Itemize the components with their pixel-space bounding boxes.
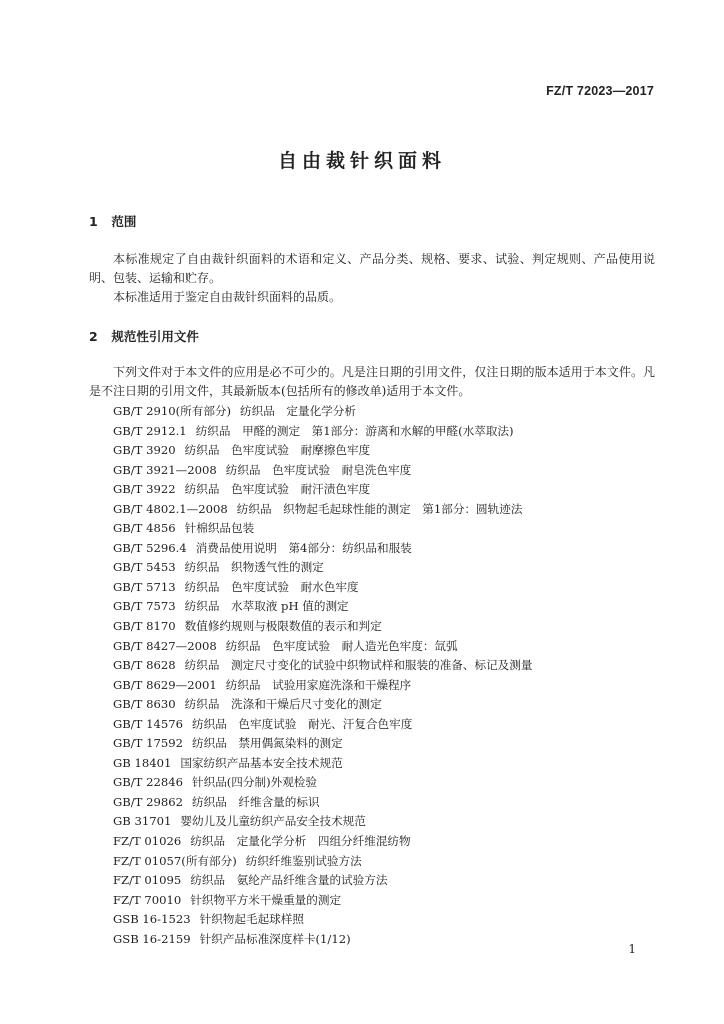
reference-title: 纺织品 织物透气性的测定 [184, 560, 324, 575]
reference-title: 针织物起毛起球样照 [199, 912, 304, 927]
reference-code: FZ/T 01095 [113, 873, 182, 888]
reference-code: FZ/T 70010 [113, 892, 182, 907]
reference-item [113, 480, 532, 500]
reference-code: GB/T 29862 [113, 794, 183, 809]
reference-item [113, 539, 532, 559]
reference-code: GB/T 3922 [113, 482, 176, 497]
reference-title: 纺织品 织物起毛起球性能的测定 第1部分：圆轨迹法 [236, 501, 523, 516]
reference-item [113, 461, 532, 481]
reference-code: FZ/T 01026 [113, 834, 182, 849]
reference-code: GSB 16-1523 [113, 912, 191, 927]
reference-code: GB/T 8628 [113, 658, 176, 673]
scope-paragraph-2: 本标准适用于鉴定自由裁针织面料的品质。 [113, 290, 342, 304]
section-number: 2 [89, 329, 98, 344]
reference-title: 针棉织品包装 [184, 521, 255, 536]
reference-title: 纺织品 色牢度试验 耐汗渍色牢度 [184, 482, 371, 497]
scope-paragraph-1: 本标准规定了自由裁针织面料的术语和定义、产品分类、规格、要求、试验、判定规则、产品使用说明、包装、运输和贮存。 [89, 252, 655, 285]
reference-title: 纺织品 测定尺寸变化的试验中织物试样和服装的准备、标记及测量 [184, 658, 533, 673]
section-title: 范围 [111, 214, 137, 229]
reference-item [113, 930, 532, 950]
reference-item [113, 578, 532, 598]
reference-code: GB 18401 [113, 755, 172, 770]
reference-item [113, 715, 532, 735]
reference-item [113, 910, 532, 930]
reference-code: GB/T 8170 [113, 619, 176, 634]
reference-title: 针织品(四分制)外观检验 [192, 775, 317, 790]
reference-title: 纺织品 色牢度试验 耐皂洗色牢度 [225, 462, 412, 477]
reference-item [113, 558, 532, 578]
reference-title: 消费品使用说明 第4部分：纺织品和服装 [195, 540, 412, 555]
reference-title: 数值修约规则与极限数值的表示和判定 [184, 619, 382, 634]
reference-item [113, 441, 532, 461]
reference-code: GB/T 8427—2008 [113, 638, 217, 653]
page-number: 1 [628, 942, 636, 956]
reference-item [113, 656, 532, 676]
reference-title: 纺织品 氨纶产品纤维含量的试验方法 [190, 873, 388, 888]
reference-code: GB/T 8630 [113, 697, 176, 712]
reference-title: 纺织品 色牢度试验 耐人造光色牢度：氙弧 [225, 638, 458, 653]
reference-item [113, 402, 532, 422]
reference-item [113, 773, 532, 793]
reference-code: GB/T 5453 [113, 560, 176, 575]
reference-item [113, 597, 532, 617]
reference-item [113, 617, 532, 637]
reference-title: 婴幼儿及儿童纺织产品安全技术规范 [180, 814, 366, 829]
reference-code: GB/T 5296.4 [113, 540, 187, 555]
reference-title: 纺织品 定量化学分析 四组分纤维混纺物 [190, 834, 411, 849]
reference-code: GSB 16-2159 [113, 931, 191, 946]
section-number: 1 [89, 214, 98, 229]
reference-item [113, 695, 532, 715]
reference-title: 纺织品 色牢度试验 耐摩擦色牢度 [184, 443, 371, 458]
normative-intro-paragraph: 下列文件对于本文件的应用是必不可少的。凡是注日期的引用文件，仅注日期的版本适用于本文件。凡是不注日期的引用文件，其最新版本(包括所有的修改单)适用于本文件。 [89, 365, 655, 398]
reference-item [113, 793, 532, 813]
reference-item [113, 734, 532, 754]
reference-title: 纺织品 色牢度试验 耐光、汗复合色牢度 [192, 716, 413, 731]
reference-code: GB/T 5713 [113, 579, 176, 594]
reference-title: 纺织品 定量化学分析 [240, 404, 356, 418]
reference-code: GB/T 4802.1—2008 [113, 501, 228, 516]
reference-title: 纺织品 禁用偶氮染料的测定 [192, 736, 343, 751]
reference-title: 纺织品 纤维含量的标识 [192, 794, 320, 809]
reference-code: GB/T 8629—2001 [113, 677, 217, 692]
reference-title: 纺织品 甲醛的测定 第1部分：游离和水解的甲醛(水萃取法) [195, 423, 514, 438]
reference-item [113, 676, 532, 696]
reference-item [113, 422, 532, 442]
reference-title: 纺织品 色牢度试验 耐水色牢度 [184, 579, 359, 594]
reference-title: 针织物平方米干燥重量的测定 [190, 892, 342, 907]
reference-code: FZ/T 01057(所有部分) [113, 853, 237, 868]
reference-title: 纺织品 洗涤和干燥后尺寸变化的测定 [184, 697, 382, 712]
document-title: 自由裁针织面料 [277, 150, 446, 172]
reference-title: 针织产品标准深度样卡(1/12) [199, 931, 351, 946]
reference-code: GB/T 2912.1 [113, 423, 187, 438]
reference-code: GB/T 22846 [113, 775, 183, 790]
reference-item [113, 754, 532, 774]
reference-code: GB/T 3921—2008 [113, 462, 217, 477]
standard-code: FZ/T 72023—2017 [546, 84, 654, 98]
reference-code: GB/T 2910(所有部分) [113, 404, 232, 418]
reference-item [113, 500, 532, 520]
reference-title: 纺织纤维鉴别试验方法 [245, 853, 362, 868]
reference-title: 纺织品 水萃取液 pH 值的测定 [184, 599, 349, 614]
reference-list [113, 402, 532, 949]
reference-item [113, 637, 532, 657]
reference-item [113, 832, 532, 852]
reference-code: GB/T 3920 [113, 443, 176, 458]
section-1-heading [89, 212, 136, 230]
reference-item [113, 519, 532, 539]
reference-code: GB/T 4856 [113, 521, 176, 536]
reference-title: 国家纺织产品基本安全技术规范 [180, 755, 343, 770]
reference-code: GB/T 7573 [113, 599, 176, 614]
reference-item [113, 871, 532, 891]
reference-item [113, 812, 532, 832]
reference-code: GB/T 17592 [113, 736, 183, 751]
reference-code: GB 31701 [113, 814, 172, 829]
reference-item [113, 891, 532, 911]
section-2-heading [89, 327, 199, 345]
reference-item [113, 852, 532, 872]
reference-title: 纺织品 试验用家庭洗涤和干燥程序 [225, 677, 412, 692]
section-title: 规范性引用文件 [111, 329, 199, 344]
reference-code: GB/T 14576 [113, 716, 183, 731]
